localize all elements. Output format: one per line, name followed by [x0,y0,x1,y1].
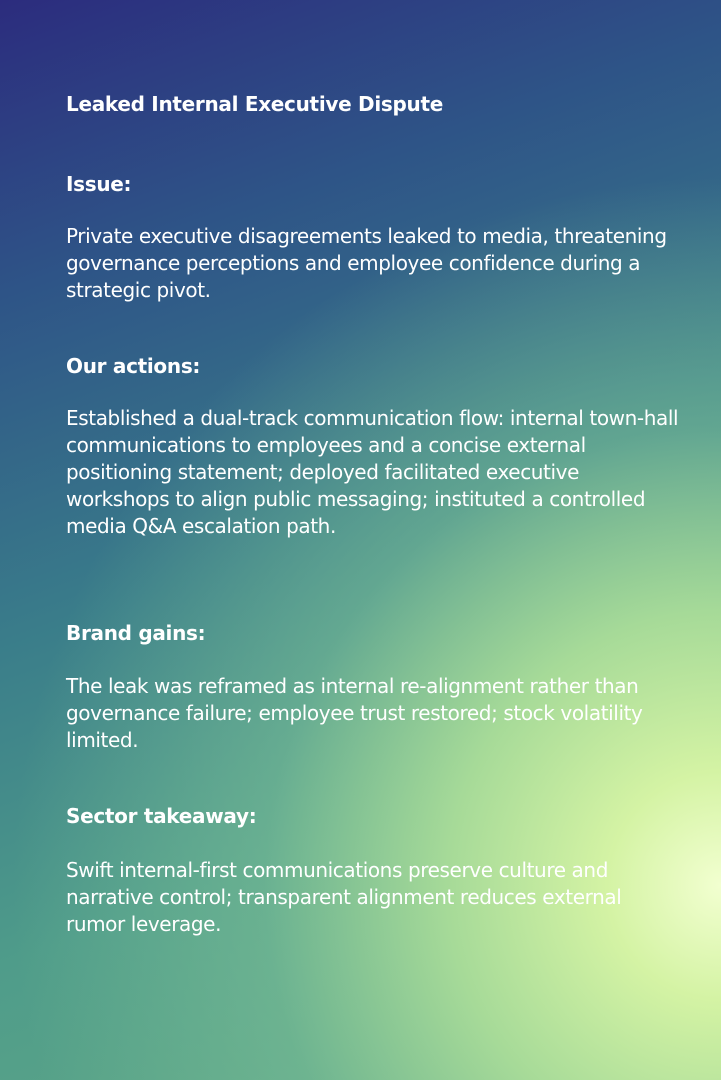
sector-takeaway-text: Swift internal-first communications preserve culture and narrative control; transparent alignment reduces external rumor leverage. [66,858,622,936]
sector-takeaway-heading: Sector takeaway: [66,804,257,828]
actions-heading: Our actions: [66,354,201,378]
issue-heading: Issue: [66,172,132,196]
brand-gains-heading: Brand gains: [66,621,206,645]
issue-text: Private executive disagreements leaked to media, threatening governance perceptions and employee confidence during a strategic pivot. [66,224,667,302]
actions-text: Established a dual-track communication flow: internal town-hall communications to employees and a concise external positioning statement; deployed facilitated executive workshops to align public messaging; instituted a controlled media Q&A escalation path. [66,406,679,538]
page-title: Leaked Internal Executive Dispute [66,92,443,116]
brand-gains-text: The leak was reframed as internal re-alignment rather than governance failure; employee trust restored; stock volatility limited. [66,674,643,752]
